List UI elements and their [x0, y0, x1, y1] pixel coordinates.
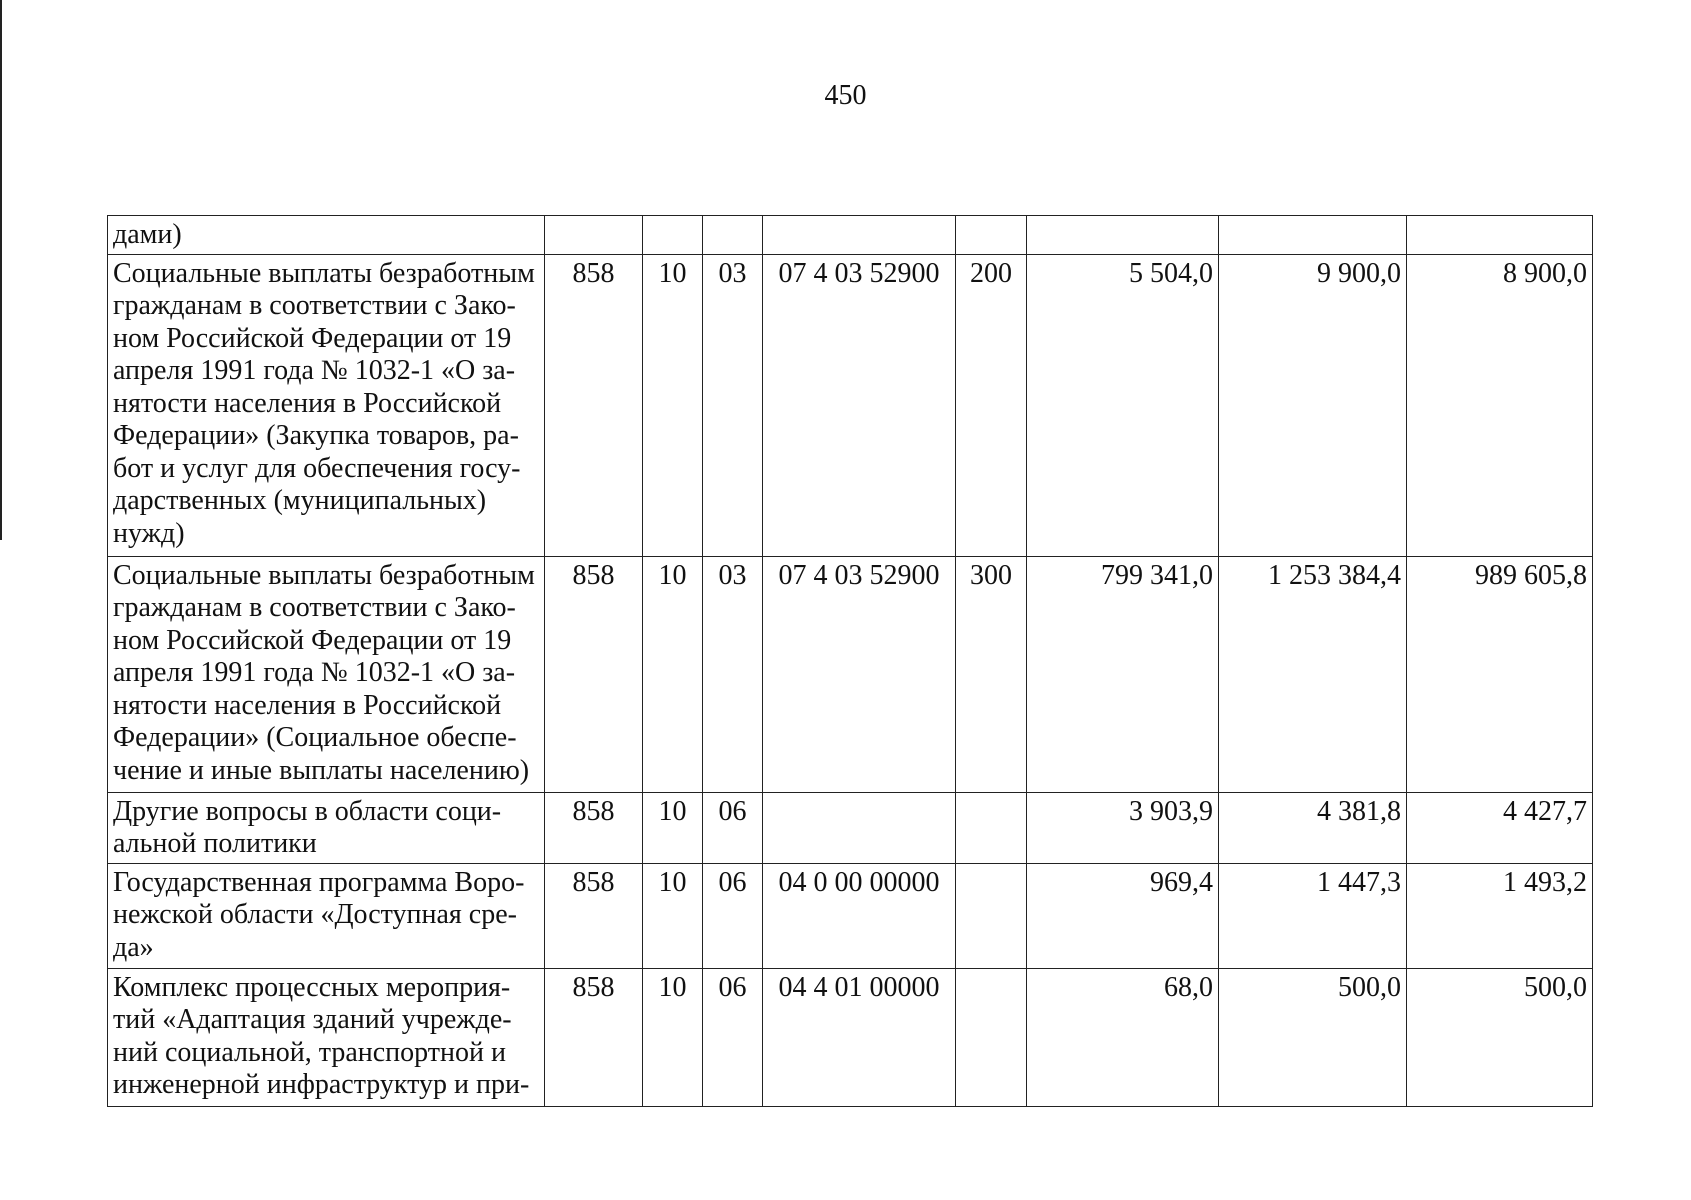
- amount-year1-cell: 68,0: [1027, 968, 1219, 1106]
- amount-year3-cell: 4 427,7: [1407, 792, 1593, 863]
- budget-table: [107, 215, 1593, 1107]
- amount-year2-cell: 4 381,8: [1219, 792, 1407, 863]
- section-cell: 10: [643, 556, 703, 792]
- grbs-cell: 858: [545, 792, 643, 863]
- amount-year1-cell: 799 341,0: [1027, 556, 1219, 792]
- table-row: [108, 556, 1593, 792]
- subsection-cell: 06: [703, 792, 763, 863]
- subsection-cell: [703, 216, 763, 255]
- expense-type-cell: [956, 216, 1027, 255]
- amount-year1-cell: [1027, 216, 1219, 255]
- subsection-cell: 06: [703, 968, 763, 1106]
- table-row: [108, 968, 1593, 1106]
- expense-type-cell: [956, 863, 1027, 968]
- target-article-cell: 07 4 03 52900: [763, 556, 956, 792]
- grbs-cell: 858: [545, 968, 643, 1106]
- subsection-cell: 03: [703, 254, 763, 556]
- grbs-cell: 858: [545, 556, 643, 792]
- amount-year2-cell: 1 253 384,4: [1219, 556, 1407, 792]
- page-number: 450: [824, 80, 867, 111]
- amount-year3-cell: 500,0: [1407, 968, 1593, 1106]
- amount-year1-cell: 969,4: [1027, 863, 1219, 968]
- section-cell: 10: [643, 792, 703, 863]
- amount-year1-cell: 3 903,9: [1027, 792, 1219, 863]
- amount-year3-cell: 989 605,8: [1407, 556, 1593, 792]
- amount-year1-cell: 5 504,0: [1027, 254, 1219, 556]
- section-cell: 10: [643, 863, 703, 968]
- section-cell: [643, 216, 703, 255]
- row-name-cell: Социальные выплаты безработным гражданам в соответствии с Зако-ном Российской Федерации от 19 апреля 1991 года № 1032-1 «О за-нятости населения в Российской Федерации» (Социальное обеспе-чение и иные выплаты населению): [108, 556, 545, 792]
- row-name-cell: Социальные выплаты безработным гражданам в соответствии с Зако-ном Российской Федерации от 19 апреля 1991 года № 1032-1 «О за-нятости населения в Российской Федерации» (Закупка товаров, ра-бот и услуг для обеспечения госу-дарственных (муниципальных) нужд): [108, 254, 545, 556]
- section-cell: 10: [643, 254, 703, 556]
- target-article-cell: 04 4 01 00000: [763, 968, 956, 1106]
- amount-year2-cell: 9 900,0: [1219, 254, 1407, 556]
- row-name-cell: дами): [108, 216, 545, 255]
- amount-year2-cell: [1219, 216, 1407, 255]
- row-name-cell: Другие вопросы в области соци-альной политики: [108, 792, 545, 863]
- amount-year3-cell: [1407, 216, 1593, 255]
- target-article-cell: 04 0 00 00000: [763, 863, 956, 968]
- grbs-cell: [545, 216, 643, 255]
- amount-year2-cell: 500,0: [1219, 968, 1407, 1106]
- amount-year3-cell: 8 900,0: [1407, 254, 1593, 556]
- expense-type-cell: 300: [956, 556, 1027, 792]
- row-name-cell: Комплекс процессных мероприя-тий «Адаптация зданий учрежде-ний социальной, транспортной и инженерной инфраструктур и при-: [108, 968, 545, 1106]
- subsection-cell: 03: [703, 556, 763, 792]
- target-article-cell: [763, 792, 956, 863]
- grbs-cell: 858: [545, 254, 643, 556]
- amount-year3-cell: 1 493,2: [1407, 863, 1593, 968]
- target-article-cell: 07 4 03 52900: [763, 254, 956, 556]
- row-name-cell: Государственная программа Воро-нежской области «Доступная сре-да»: [108, 863, 545, 968]
- amount-year2-cell: 1 447,3: [1219, 863, 1407, 968]
- expense-type-cell: [956, 792, 1027, 863]
- subsection-cell: 06: [703, 863, 763, 968]
- table-row: [108, 216, 1593, 255]
- expense-type-cell: 200: [956, 254, 1027, 556]
- expense-type-cell: [956, 968, 1027, 1106]
- table-row: [108, 863, 1593, 968]
- section-cell: 10: [643, 968, 703, 1106]
- table-row: [108, 254, 1593, 556]
- table-row: [108, 792, 1593, 863]
- target-article-cell: [763, 216, 956, 255]
- grbs-cell: 858: [545, 863, 643, 968]
